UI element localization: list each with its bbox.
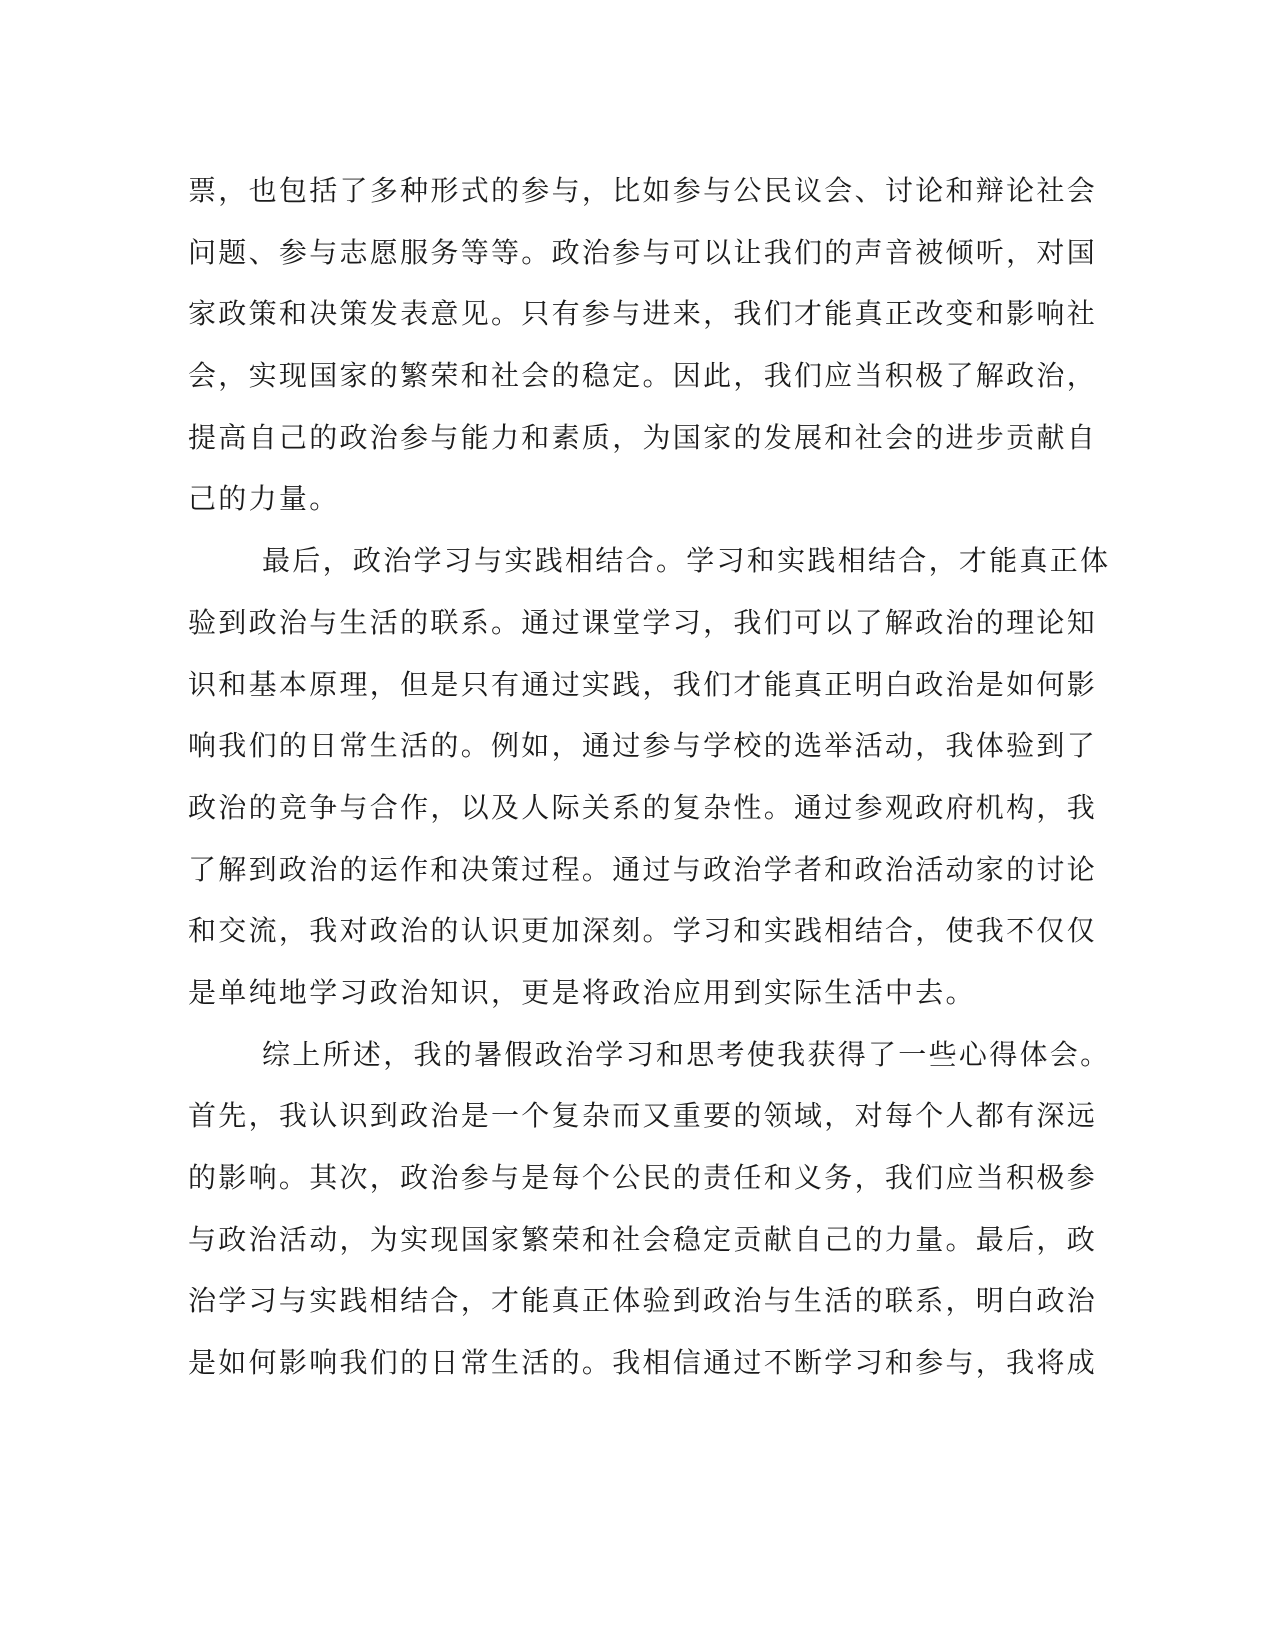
body-text [188, 160, 1111, 1394]
text-line: 治学习与实践相结合，才能真正体验到政治与生活的联系，明白政治 [188, 1284, 1098, 1318]
text-line: 家政策和决策发表意见。只有参与进来，我们才能真正改变和影响社 [188, 297, 1098, 331]
text-line: 识和基本原理，但是只有通过实践，我们才能真正明白政治是如何影 [188, 667, 1098, 701]
text-line-indented: 综上所述，我的暑假政治学习和思考使我获得了一些心得体会。 [262, 1037, 1111, 1071]
text-line: 问题、参与志愿服务等等。政治参与可以让我们的声音被倾听，对国 [188, 235, 1098, 269]
text-line: 和交流，我对政治的认识更加深刻。学习和实践相结合，使我不仅仅 [188, 914, 1098, 948]
text-line: 的影响。其次，政治参与是每个公民的责任和义务，我们应当积极参 [188, 1161, 1098, 1194]
text-line: 是单纯地学习政治知识，更是将政治应用到实际生活中去。 [188, 975, 976, 1009]
text-line: 首先，我认识到政治是一个复杂而又重要的领域，对每个人都有深远 [188, 1099, 1098, 1133]
text-line-indented: 最后，政治学习与实践相结合。学习和实践相结合，才能真正体 [262, 544, 1111, 578]
text-line: 票，也包括了多种形式的参与，比如参与公民议会、讨论和辩论社会 [188, 174, 1098, 207]
text-line: 政治的竞争与合作，以及人际关系的复杂性。通过参观政府机构，我 [188, 790, 1098, 824]
text-line: 是如何影响我们的日常生活的。我相信通过不断学习和参与，我将成 [188, 1346, 1098, 1380]
text-line: 响我们的日常生活的。例如，通过参与学校的选举活动，我体验到了 [188, 729, 1098, 763]
text-line: 会，实现国家的繁荣和社会的稳定。因此，我们应当积极了解政治， [188, 359, 1098, 393]
text-line: 提高自己的政治参与能力和素质，为国家的发展和社会的进步贡献自 [188, 420, 1098, 454]
text-line: 验到政治与生活的联系。通过课堂学习，我们可以了解政治的理论知 [188, 605, 1098, 639]
paragraph-2 [188, 530, 1111, 1024]
text-line: 与政治活动，为实现国家繁荣和社会稳定贡献自己的力量。最后，政 [188, 1222, 1098, 1256]
paragraph-3 [188, 1024, 1111, 1394]
text-line: 己的力量。 [188, 482, 340, 516]
text-line: 了解到政治的运作和决策过程。通过与政治学者和政治活动家的讨论 [188, 852, 1098, 886]
paragraph-1 [188, 160, 1098, 530]
